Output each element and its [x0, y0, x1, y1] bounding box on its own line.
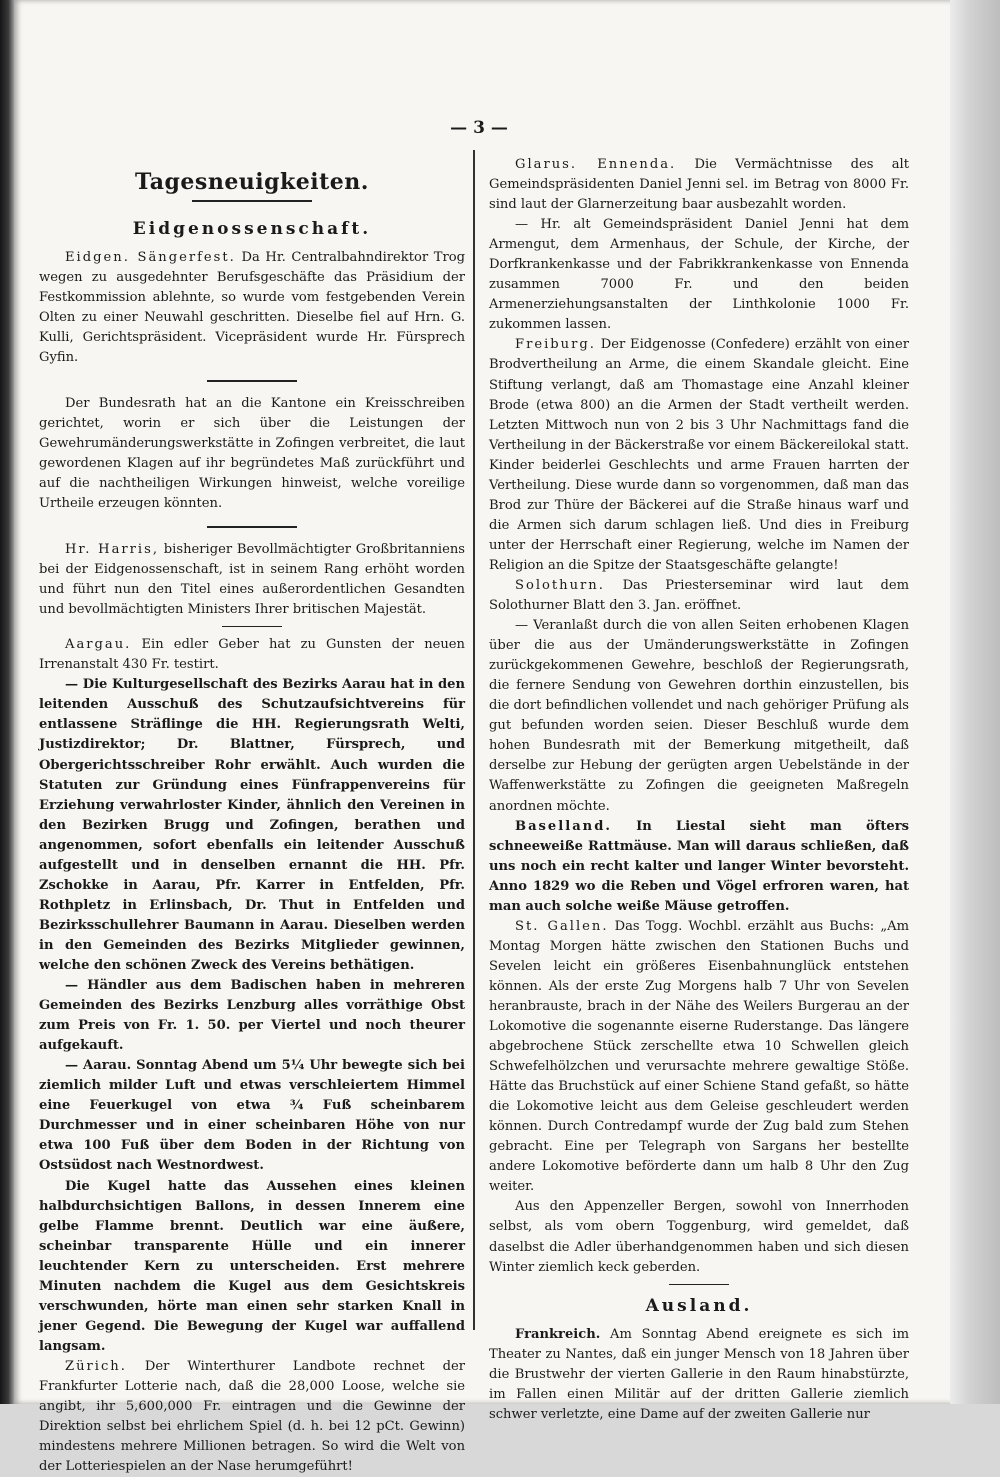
title-rule — [192, 200, 312, 202]
article-freiburg — [489, 335, 909, 576]
article-st-gallen — [489, 917, 909, 1198]
article-gewehre: — Veranlaßt durch die von allen Seiten erhobenen Klagen über die aus der Umänderungswerkstätte in Zofingen zurückgekommenen Gewehre, beschloß der Regierungsrath, die fernere Sendung von Gewehren dorthin einzustellen, bis die dort befindlichen vollendet und nach gehöriger Prüfung als gut befunden worden seien. Dieser Beschluß wurde dem hohen Bundesrath mit der Bemerkung mitgetheilt, daß derselbe zur Hebung der gerügten argen Uebelstände in der Waffenwerkstätte zu Zofingen die geeigneten Maßregeln anordnen möchte. — [489, 618, 909, 814]
section-heading-eidgenossenschaft: Eidgenossenschaft. — [132, 219, 372, 239]
article-text: In Liestal sieht man öfters schneeweiße Rattmäuse. Man will daraus schließen, daß uns noch ein recht kalter und langer Winter bevorsteht. Anno 1829 wo die Reben und Vögel erfroren waren, hat man auch solche weiße Mäuse getroffen. — [489, 818, 909, 914]
article-feuerkugel: — Aarau. Sonntag Abend um 5¼ Uhr bewegte sich bei ziemlich milder Luft und etwas verschleiertem Himmel eine Feuerkugel von etwa ¾ Fuß scheinbarem Durchmesser und in einer scheinbaren Höhe von nur etwa 100 Fuß über dem Boden in der Richtung von Ostsüdost nach Westnordwest. — [39, 1058, 465, 1174]
newspaper-page — [14, 0, 954, 1475]
page-number: — 3 — — [450, 118, 508, 138]
page-title: Tagesneuigkeiten. — [135, 169, 369, 195]
article-lead: Solothurn. — [515, 577, 605, 593]
article-text: Die Vermächtnisse des alt Gemeindspräsidenten Daniel Jenni sel. im Betrag von 8000 Fr. sind laut der Glarnerzeitung baar ausbezahlt worden. — [489, 157, 909, 213]
article-text: Das Priesterseminar wird laut dem Solothurner Blatt den 3. Jan. eröffnet. — [489, 577, 909, 614]
article-saengerfest — [39, 248, 465, 368]
article-bundesrath: Der Bundesrath hat an die Kantone ein Kreisschreiben gerichtet, worin er sich über die Leistungen der Gewehrumänderungswerkstätte in Zofingen verbreitet, die laut gewordenen Klagen auf ihr begründetes Maß zurückführt und auf die nachtheiligen Wirkungen hinweist, welche voreilige Urtheile erzeugen könnten. — [39, 395, 465, 512]
scan-edge-left — [0, 0, 14, 1404]
right-column — [489, 155, 909, 1425]
divider — [222, 626, 282, 628]
article-lead: Baselland. — [515, 818, 612, 834]
scan-edge-right — [950, 0, 1000, 1404]
divider — [669, 1284, 729, 1286]
article-lead: Aargau. — [65, 637, 132, 653]
left-column — [39, 168, 465, 1477]
article-text: Am Sonntag Abend ereignete es sich im Theater zu Nantes, daß ein junger Mensch von 18 Jahren über die Brustwehr der vierten Gallerie in den Raum hinabstürzte, im Fallen einen Militär auf der dritten Gallerie ziemlich schwer verletzte, eine Dame auf der zweiten Gallerie nur — [489, 1327, 909, 1423]
article-kugel: Die Kugel hatte das Aussehen eines kleinen halbdurchsichtigen Ballons, in dessen Innerem eine gelbe Flamme brennt. Deutlich war eine äußere, scheinbar transparente Hülle und ein innerer leuchtender Kern zu unterscheiden. Erst mehrere Minuten nachdem die Kugel aus dem Gesichtskreis verschwunden, hörte man einen sehr starken Knall in jener Gegend. Die Bewegung der Kugel war auffallend langsam. — [39, 1178, 465, 1354]
article-lead: Hr. Harris, — [65, 541, 159, 557]
article-zuerich — [39, 1357, 465, 1477]
divider — [207, 380, 297, 382]
article-glarus — [489, 155, 909, 215]
article-haendler: — Händler aus dem Badischen haben in mehreren Gemeinden des Bezirks Lenzburg alles vorräthige Obst zum Preis von Fr. 1. 50. per Viertel und noch theurer aufgekauft. — [39, 978, 465, 1054]
section-heading-ausland: Ausland. — [645, 1296, 753, 1317]
article-lead: Glarus. Ennenda. — [515, 157, 677, 172]
article-text: Ein edler Geber hat zu Gunsten der neuen Irrenanstalt 430 Fr. testirt. — [39, 637, 465, 673]
article-text: bisheriger Bevollmächtigter Großbritanniens bei der Eidgenossenschaft, ist in seinem Rang erhöht worden und führt nun den Titel eines außerordentlichen Gesandten und bevollmächtigten Ministers Ihrer britischen Majestät. — [39, 541, 465, 617]
article-baselland — [489, 817, 909, 917]
article-lead: Eidgen. Sängerfest. — [65, 250, 236, 265]
article-lead: Zürich. — [65, 1358, 127, 1374]
article-aargau — [39, 635, 465, 675]
article-appenzell: Aus den Appenzeller Bergen, sowohl von Innerrhoden selbst, als vom obern Toggenburg, wird gemeldet, daß daselbst die Adler überhandgenommen haben und sich diesen Winter ziemlich keck geberden. — [489, 1199, 909, 1275]
article-text: Der Winterthurer Landbote rechnet der Frankfurter Lotterie nach, daß die 28,000 Loose, welche sie angibt, ihr 5,600,000 Fr. eintragen und die Gewinne der Direktion selbst bei ehrlichem Spiel (d. h. bei 12 pCt. Gewinn) mindestens mehrere Millionen betragen. So wird die Welt von der Lotteriespielen an der Nase herumgeführt! — [39, 1358, 465, 1475]
article-text: Da Hr. Centralbahndirektor Trog wegen zu ausgedehnter Berufsgeschäfte das Präsidium der Festkommission ablehnte, so wurde vom festgebenden Verein Olten zu einer Neuwahl geschritten. Dieselbe fiel auf Hrn. G. Kulli, Gerichtspräsident. Vicepräsident wurde Hr. Fürsprech Gyfin. — [39, 250, 465, 366]
divider — [207, 526, 297, 528]
column-divider — [473, 150, 475, 1330]
article-text: Der Eidgenosse (Confedere) erzählt von einer Brodvertheilung an Arme, die einem Skandale gleicht. Eine Stiftung verlangt, daß am Thomastage eine Anzahl kleiner Brode (etwa 800) an die Armen der Stadt vertheilt werden. Letzten Mittwoch nun von 2 bis 3 Uhr Nachmittags fand die Vertheilung in der Bäckerstraße vor einem Bäckereilokal statt. Kinder beiderlei Geschlechts und arme Frauen harrten der Vertheilung. Diese wurde dann so vorgenommen, daß man das Brod zur Thüre der Bäckerei auf die Straße hinaus warf und die Armen sich darum schlagen ließ. Und dies in Freiburg unter der Herrschaft einer Regierung, welche im Namen der Religion an die Spitze der Staatsgeschäfte gelangte! — [489, 337, 909, 573]
article-jenni: — Hr. alt Gemeindspräsident Daniel Jenni hat dem Armengut, dem Armenhaus, der Schule, der Kirche, der Dorfkrankenkasse und der Fabrikkrankenkasse von Ennenda zusammen 7000 Fr. und den beiden Armenerziehungsanstalten der Linthkolonie 1000 Fr. zukommen lassen. — [489, 217, 909, 333]
article-harris — [39, 540, 465, 620]
article-frankreich — [489, 1325, 909, 1425]
article-kulturgesellschaft: — Die Kulturgesellschaft des Bezirks Aarau hat in den leitenden Ausschuß des Schutzaufsichtvereins für entlassene Sträflinge die HH. Regierungsrath Welti, Justizdirektor; Dr. Blattner, Fürsprech, und Obergerichtsschreiber Rohr erwählt. Auch wurden die Statuten zur Gründung eines Fünfrappenvereins für Erziehung verwahrloster Kinder, ähnlich den Vereinen in den Bezirken Brugg und Zofingen, berathen und angenommen, sofort ebenfalls ein leitender Ausschuß aufgestellt und in denselben ernannt die HH. Pfr. Zschokke in Aarau, Pfr. Karrer in Entfelden, Pfr. Rothpletz in Erlinsbach, Dr. Thut in Entfelden und Bezirksschullehrer Baumann in Aarau. Dieselben werden in den Gemeinden des Bezirks Mitglieder gewinnen, welche den schönen Zweck des Vereins bethätigen. — [39, 677, 465, 973]
article-text: Das Togg. Wochbl. erzählt aus Buchs: „Am Montag Morgen hätte zwischen den Stationen Buchs und Sevelen leicht ein größeres Eisenbahnunglück entstehen können. Als der erste Zug Morgens halb 7 Uhr von Sevelen heranbrauste, brach in der Nähe des Weilers Burgerau an der Lokomotive die sogenannte eiserne Ruderstange. Das längere abgebrochene Stück zerschellte etwa 10 Schwellen gleich Schwefelhölzchen und verursachte mehrere gewaltige Stöße. Hätte das Bruchstück auf einer Schiene Stand gefaßt, so hätte die Lokomotive leicht aus dem Geleise geschleudert werden können. Durch Contredampf wurde der Zug bald zum Stehen gebracht. Eine per Telegraph von Sargans her bestellte andere Lokomotive beförderte dann um halb 8 Uhr den Zug weiter. — [489, 918, 909, 1195]
article-lead: St. Gallen. — [515, 918, 609, 934]
article-solothurn — [489, 576, 909, 616]
article-lead: Freiburg. — [515, 337, 596, 353]
article-lead: Frankreich. — [515, 1327, 601, 1343]
